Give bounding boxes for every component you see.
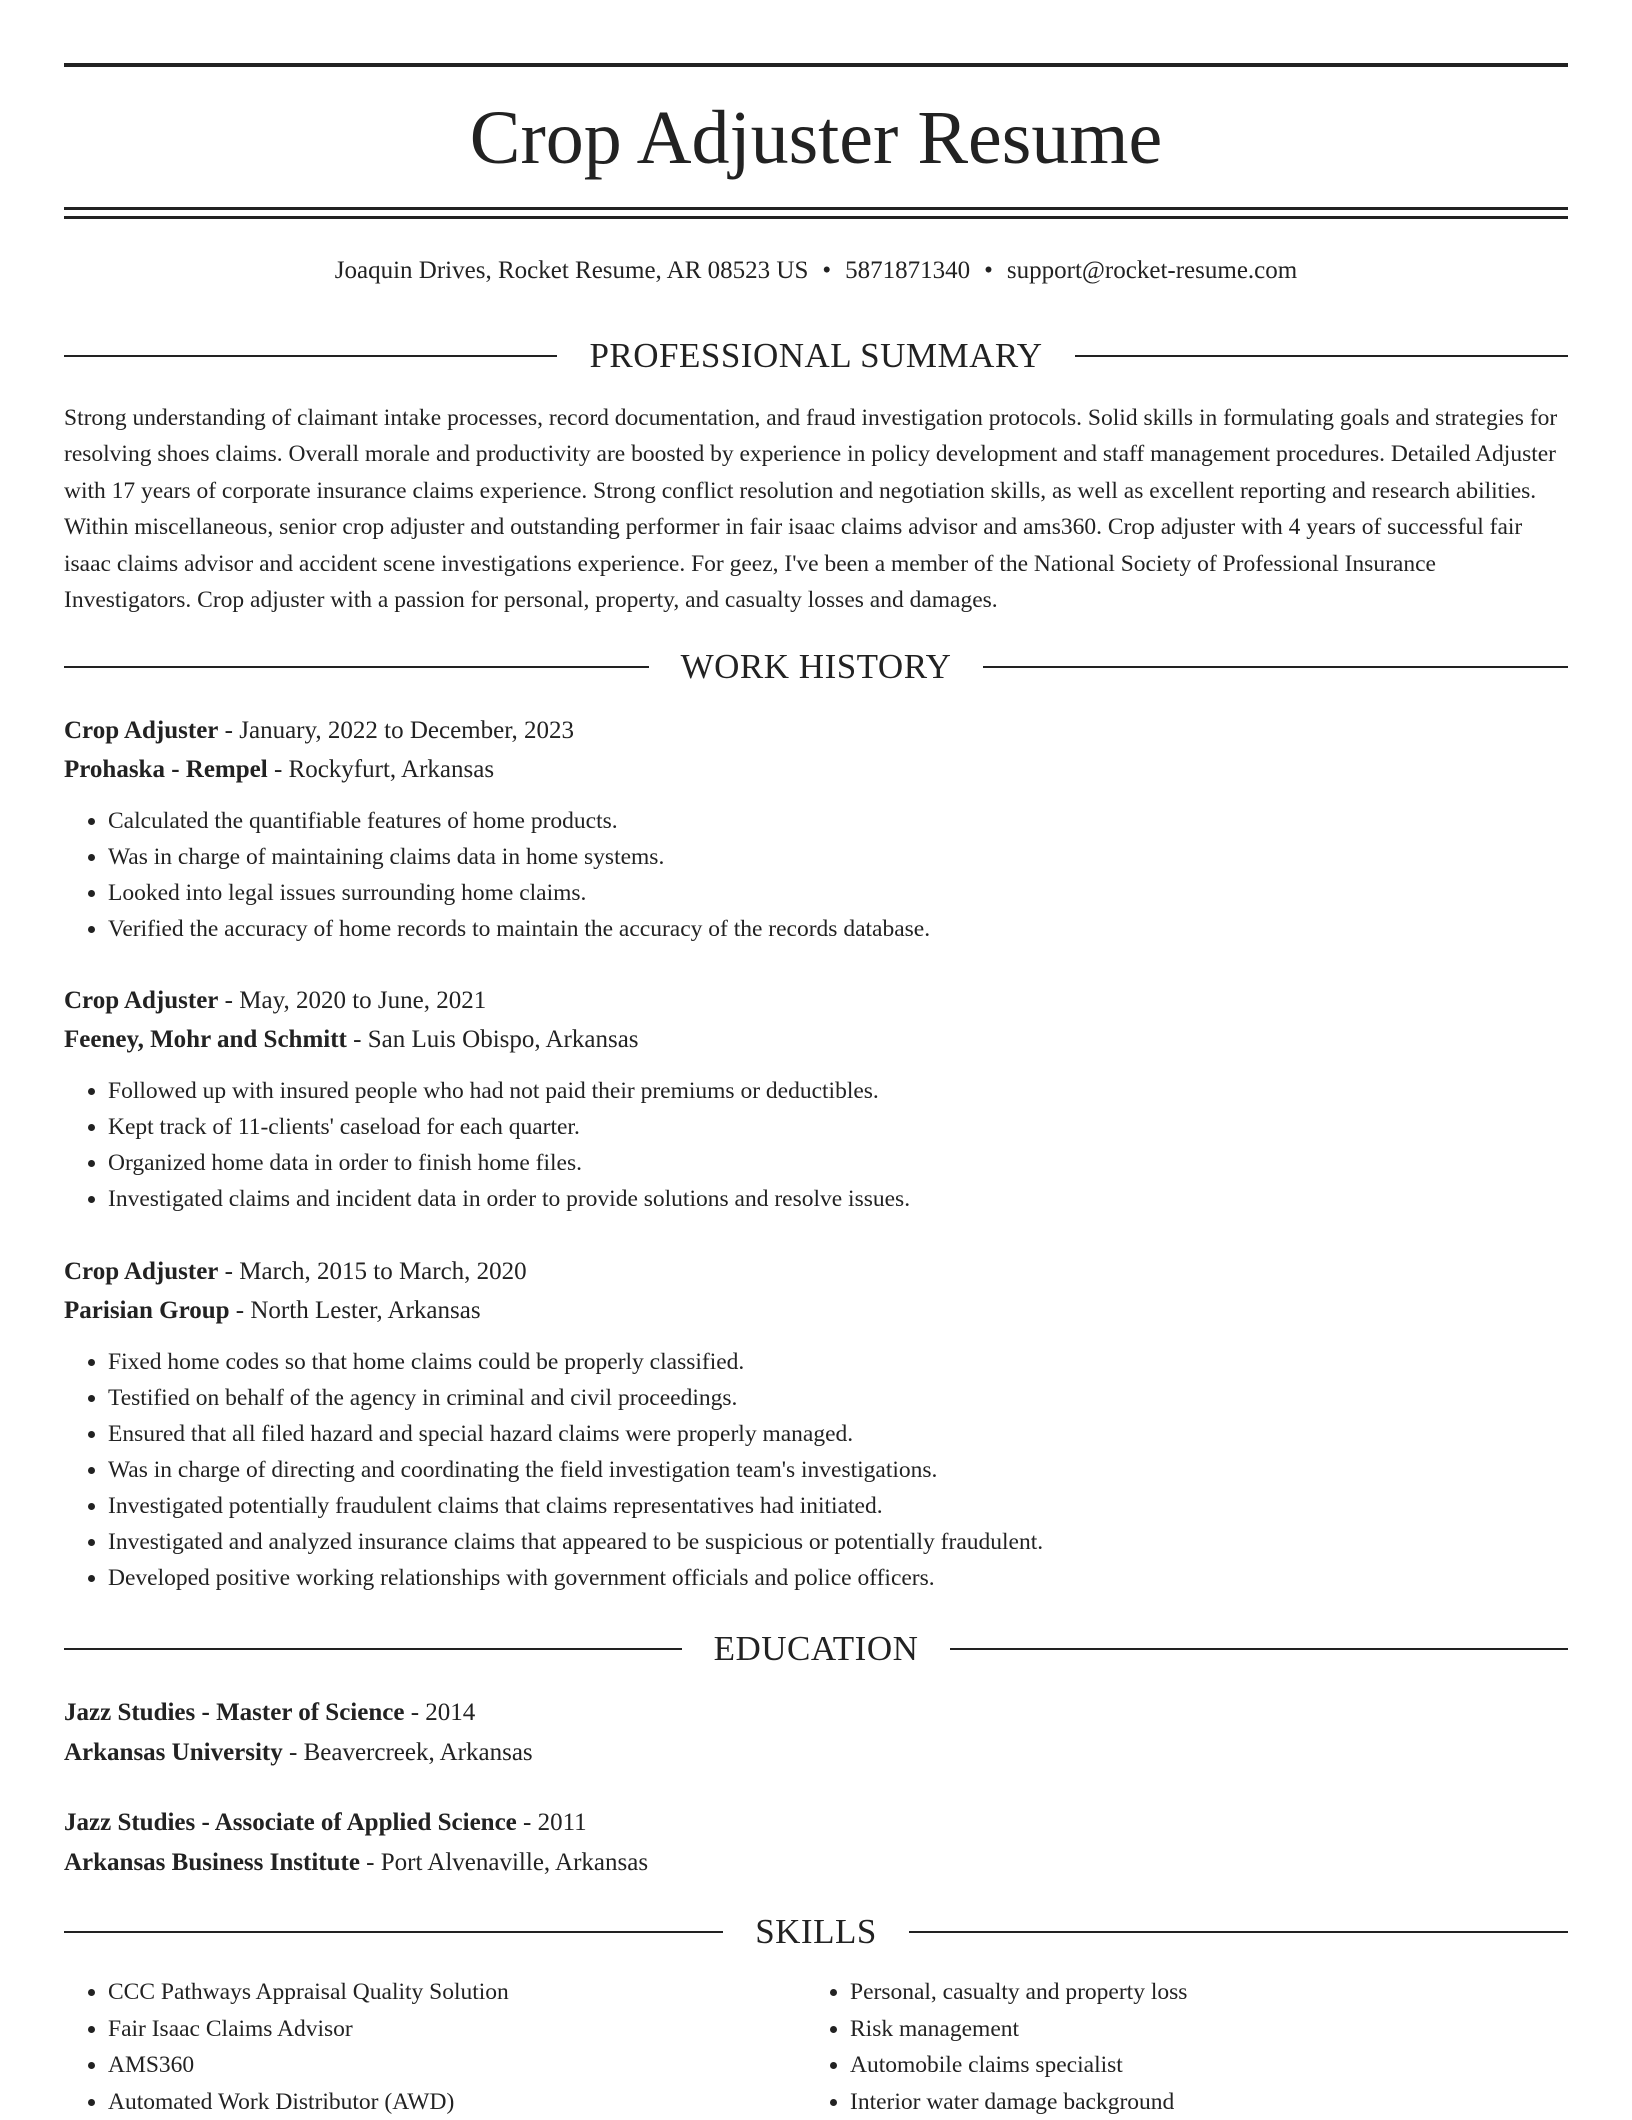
skills-columns [64, 1974, 1568, 2120]
list-item: • Automated Work Distributor (AWD) [108, 2084, 806, 2120]
job-title-line [64, 711, 1568, 750]
job-title-line [64, 1252, 1568, 1291]
section-rule [64, 355, 557, 357]
job-bullets [64, 803, 1568, 947]
section-rule [950, 1648, 1568, 1650]
list-item: • Verified the accuracy of home records to maintain the accuracy of the records database. [108, 911, 1568, 947]
section-rule [909, 1931, 1568, 1933]
education-location: - Beavercreek, Arkansas [283, 1739, 533, 1766]
job-company: Feeney, Mohr and Schmitt [64, 1026, 347, 1053]
list-item: • Was in charge of maintaining claims data in home systems. [108, 839, 1568, 875]
job-dates: - March, 2015 to March, 2020 [218, 1258, 526, 1285]
section-title: EDUCATION [682, 1627, 951, 1671]
education-location: - Port Alvenaville, Arkansas [360, 1849, 648, 1876]
section-rule [64, 1648, 682, 1650]
title-rule-upper [64, 207, 1568, 210]
list-item: • Calculated the quantifiable features of home products. [108, 803, 1568, 839]
section-header-education [64, 1627, 1568, 1671]
education-entry [64, 1693, 1568, 1773]
job-position: Crop Adjuster [64, 1258, 218, 1285]
job-position: Crop Adjuster [64, 987, 218, 1014]
education-school-line [64, 1733, 1568, 1773]
job-company-line [64, 750, 1568, 789]
contact-separator: • [822, 254, 831, 288]
education-degree: Jazz Studies - Master of Science [64, 1699, 404, 1726]
resume-title: Crop Adjuster Resume [64, 88, 1568, 188]
title-rule-lower [64, 216, 1568, 219]
section-title: SKILLS [723, 1910, 909, 1954]
list-item: • Testified on behalf of the agency in criminal and civil proceedings. [108, 1380, 1568, 1416]
list-item: • Kept track of 11-clients' caseload for each quarter. [108, 1109, 1568, 1145]
list-item: • AMS360 [108, 2047, 806, 2084]
list-item: • Looked into legal issues surrounding home claims. [108, 875, 1568, 911]
job-company-line [64, 1020, 1568, 1059]
job-position: Crop Adjuster [64, 717, 218, 744]
section-title: PROFESSIONAL SUMMARY [557, 334, 1074, 378]
contact-email: support@rocket-resume.com [1007, 257, 1297, 284]
education-degree-line [64, 1803, 1568, 1843]
contact-phone: 5871871340 [845, 257, 970, 284]
job-bullets [64, 1073, 1568, 1217]
summary-text: Strong understanding of claimant intake processes, record documentation, and fraud investigation protocols. Solid skills in formulating goals and strategies for resolving shoes claims. Overall morale and productivity are boosted by experience in policy development and staff management procedures. Detailed Adjuster with 17 years of corporate insurance claims experience. Strong conflict resolution and negotiation skills, as well as excellent reporting and research abilities. Within miscellaneous, senior crop adjuster and outstanding performer in fair isaac claims advisor and ams360. Crop adjuster with 4 years of successful fair isaac claims advisor and accident scene investigations experience. For geez, I've been a member of the National Society of Professional Insurance Investigators. Crop adjuster with a passion for personal, property, and casualty losses and damages. [64, 400, 1568, 618]
job-entry [64, 711, 1568, 947]
skills-list-left [64, 1974, 806, 2120]
job-bullets [64, 1344, 1568, 1596]
contact-address: Joaquin Drives, Rocket Resume, AR 08523 US [335, 257, 809, 284]
education-school-line [64, 1843, 1568, 1883]
job-company: Prohaska - Rempel [64, 756, 268, 783]
list-item: • Fixed home codes so that home claims could be properly classified. [108, 1344, 1568, 1380]
list-item: • Developed positive working relationships with government officials and police officers. [108, 1560, 1568, 1596]
job-company-line [64, 1291, 1568, 1330]
list-item: • CCC Pathways Appraisal Quality Solution [108, 1974, 806, 2011]
list-item: • Ensured that all filed hazard and special hazard claims were properly managed. [108, 1416, 1568, 1452]
section-rule [64, 1931, 723, 1933]
education-year: - 2011 [517, 1809, 587, 1836]
list-item: • Organized home data in order to finish home files. [108, 1145, 1568, 1181]
education-school: Arkansas University [64, 1739, 283, 1766]
list-item: • Investigated and analyzed insurance claims that appeared to be suspicious or potentially fraudulent. [108, 1524, 1568, 1560]
list-item: • Fair Isaac Claims Advisor [108, 2011, 806, 2048]
list-item: • Risk management [850, 2011, 1548, 2048]
job-company: Parisian Group [64, 1297, 230, 1324]
education-year: - 2014 [404, 1699, 475, 1726]
job-entry [64, 1252, 1568, 1596]
job-location: - San Luis Obispo, Arkansas [347, 1026, 639, 1053]
list-item: • Investigated claims and incident data in order to provide solutions and resolve issues. [108, 1181, 1568, 1217]
top-rule [64, 63, 1568, 67]
contact-separator: • [984, 254, 993, 288]
job-title-line [64, 981, 1568, 1020]
list-item: • Automobile claims specialist [850, 2047, 1548, 2084]
section-rule [983, 666, 1568, 668]
job-dates: - January, 2022 to December, 2023 [218, 717, 574, 744]
section-title: WORK HISTORY [649, 645, 984, 689]
contact-line [64, 254, 1568, 288]
job-location: - North Lester, Arkansas [230, 1297, 481, 1324]
section-rule [1075, 355, 1568, 357]
list-item: • Personal, casualty and property loss [850, 1974, 1548, 2011]
job-entry [64, 981, 1568, 1217]
education-degree: Jazz Studies - Associate of Applied Science [64, 1809, 517, 1836]
section-rule [64, 666, 649, 668]
list-item: • Followed up with insured people who had not paid their premiums or deductibles. [108, 1073, 1568, 1109]
education-entry [64, 1803, 1568, 1883]
section-header-work [64, 645, 1568, 689]
job-dates: - May, 2020 to June, 2021 [218, 987, 486, 1014]
section-header-summary [64, 334, 1568, 378]
education-degree-line [64, 1693, 1568, 1733]
education-school: Arkansas Business Institute [64, 1849, 360, 1876]
list-item: • Investigated potentially fraudulent claims that claims representatives had initiated. [108, 1488, 1568, 1524]
list-item: • Was in charge of directing and coordinating the field investigation team's investigations. [108, 1452, 1568, 1488]
list-item: • Interior water damage background [850, 2084, 1548, 2120]
section-header-skills [64, 1910, 1568, 1954]
skills-list-right [806, 1974, 1548, 2120]
job-location: - Rockyfurt, Arkansas [268, 756, 494, 783]
